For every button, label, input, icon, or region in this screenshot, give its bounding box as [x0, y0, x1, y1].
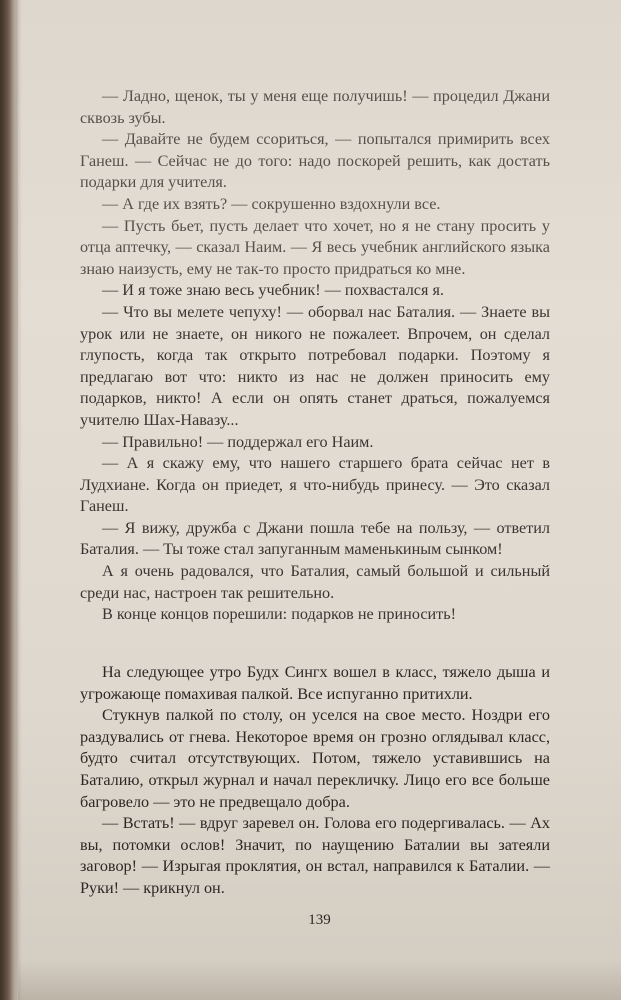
paragraph: Стукнув палкой по столу, он уселся на свое место. Ноздри его раздувались от гнева. Некоторое время он грозно оглядывал класс, будто считал отсутствующих. Потом, тяжело уставившись на Баталию, открыл журнал и начал перекличку. Лицо его все больше багровело — это не предвещало добра. [80, 706, 550, 811]
paragraph: — Давайте не будем ссориться, — попытался примирить всех Ганеш. — Сейчас не до того: надо поскорей решить, как достать подарки для учителя. [80, 130, 550, 192]
paragraph: — Правильно! — поддержал его Наим. [102, 432, 374, 451]
page-shadow [18, 960, 621, 1000]
book-page [18, 0, 621, 1000]
paragraph: — А где их взять? — сокрушенно вздохнули все. [102, 194, 441, 213]
paragraph: — Пусть бьет, пусть делает что хочет, но я не стану просить у отца аптечку, — сказал Наим. — Я весь учебник английского языка знаю наизусть, ему не так-то просто придраться ко мне. [80, 216, 550, 278]
page-number: 139 [308, 912, 331, 928]
paragraph: А я очень радовался, что Баталия, самый большой и сильный среди нас, настроен так решительно. [80, 562, 550, 602]
paragraph: — Встать! — вдруг заревел он. Голова его подергивалась. — Ах вы, потомки ослов! Значит, по наущению Баталии вы затеяли заговор! — Изрыгая проклятия, он встал, направился к Баталии. — Руки! — крикнул он. [80, 814, 550, 897]
lower-text-block [80, 662, 550, 900]
paragraph: — А я скажу ему, что нашего старшего брата сейчас нет в Лудхиане. Когда он приедет, я что-нибудь принесу. — Это сказал Ганеш. [80, 454, 550, 516]
paragraph: В конце концов порешили: подарков не приносить! [102, 605, 457, 624]
paragraph: На следующее утро Будх Сингх вошел в класс, тяжело дыша и угрожающе помахивая палкой. Все испуганно притихли. [80, 663, 550, 703]
paragraph: — И я тоже знаю весь учебник! — похвастался я. [102, 281, 444, 300]
spine-shadow [0, 0, 22, 1000]
paragraph: — Что вы мелете чепуху! — оборвал нас Баталия. — Знаете вы урок или не знаете, он никого не пожалеет. Впрочем, он сделал глупость, когда так открыто потребовал подарки. Поэтому я предлагаю вот что: никто из нас не должен приносить ему подарков, никто! А если он опять станет драться, пожалуемся учителю Шах-Навазу... [80, 302, 550, 429]
paragraph: — Я вижу, дружба с Джани пошла тебе на пользу, — ответил Баталия. — Ты тоже стал запуганным маменькиным сынком! [80, 518, 550, 559]
upper-text-block [80, 86, 550, 626]
paragraph: — Ладно, щенок, ты у меня еще получишь! — процедил Джани сквозь зубы. [80, 87, 550, 127]
